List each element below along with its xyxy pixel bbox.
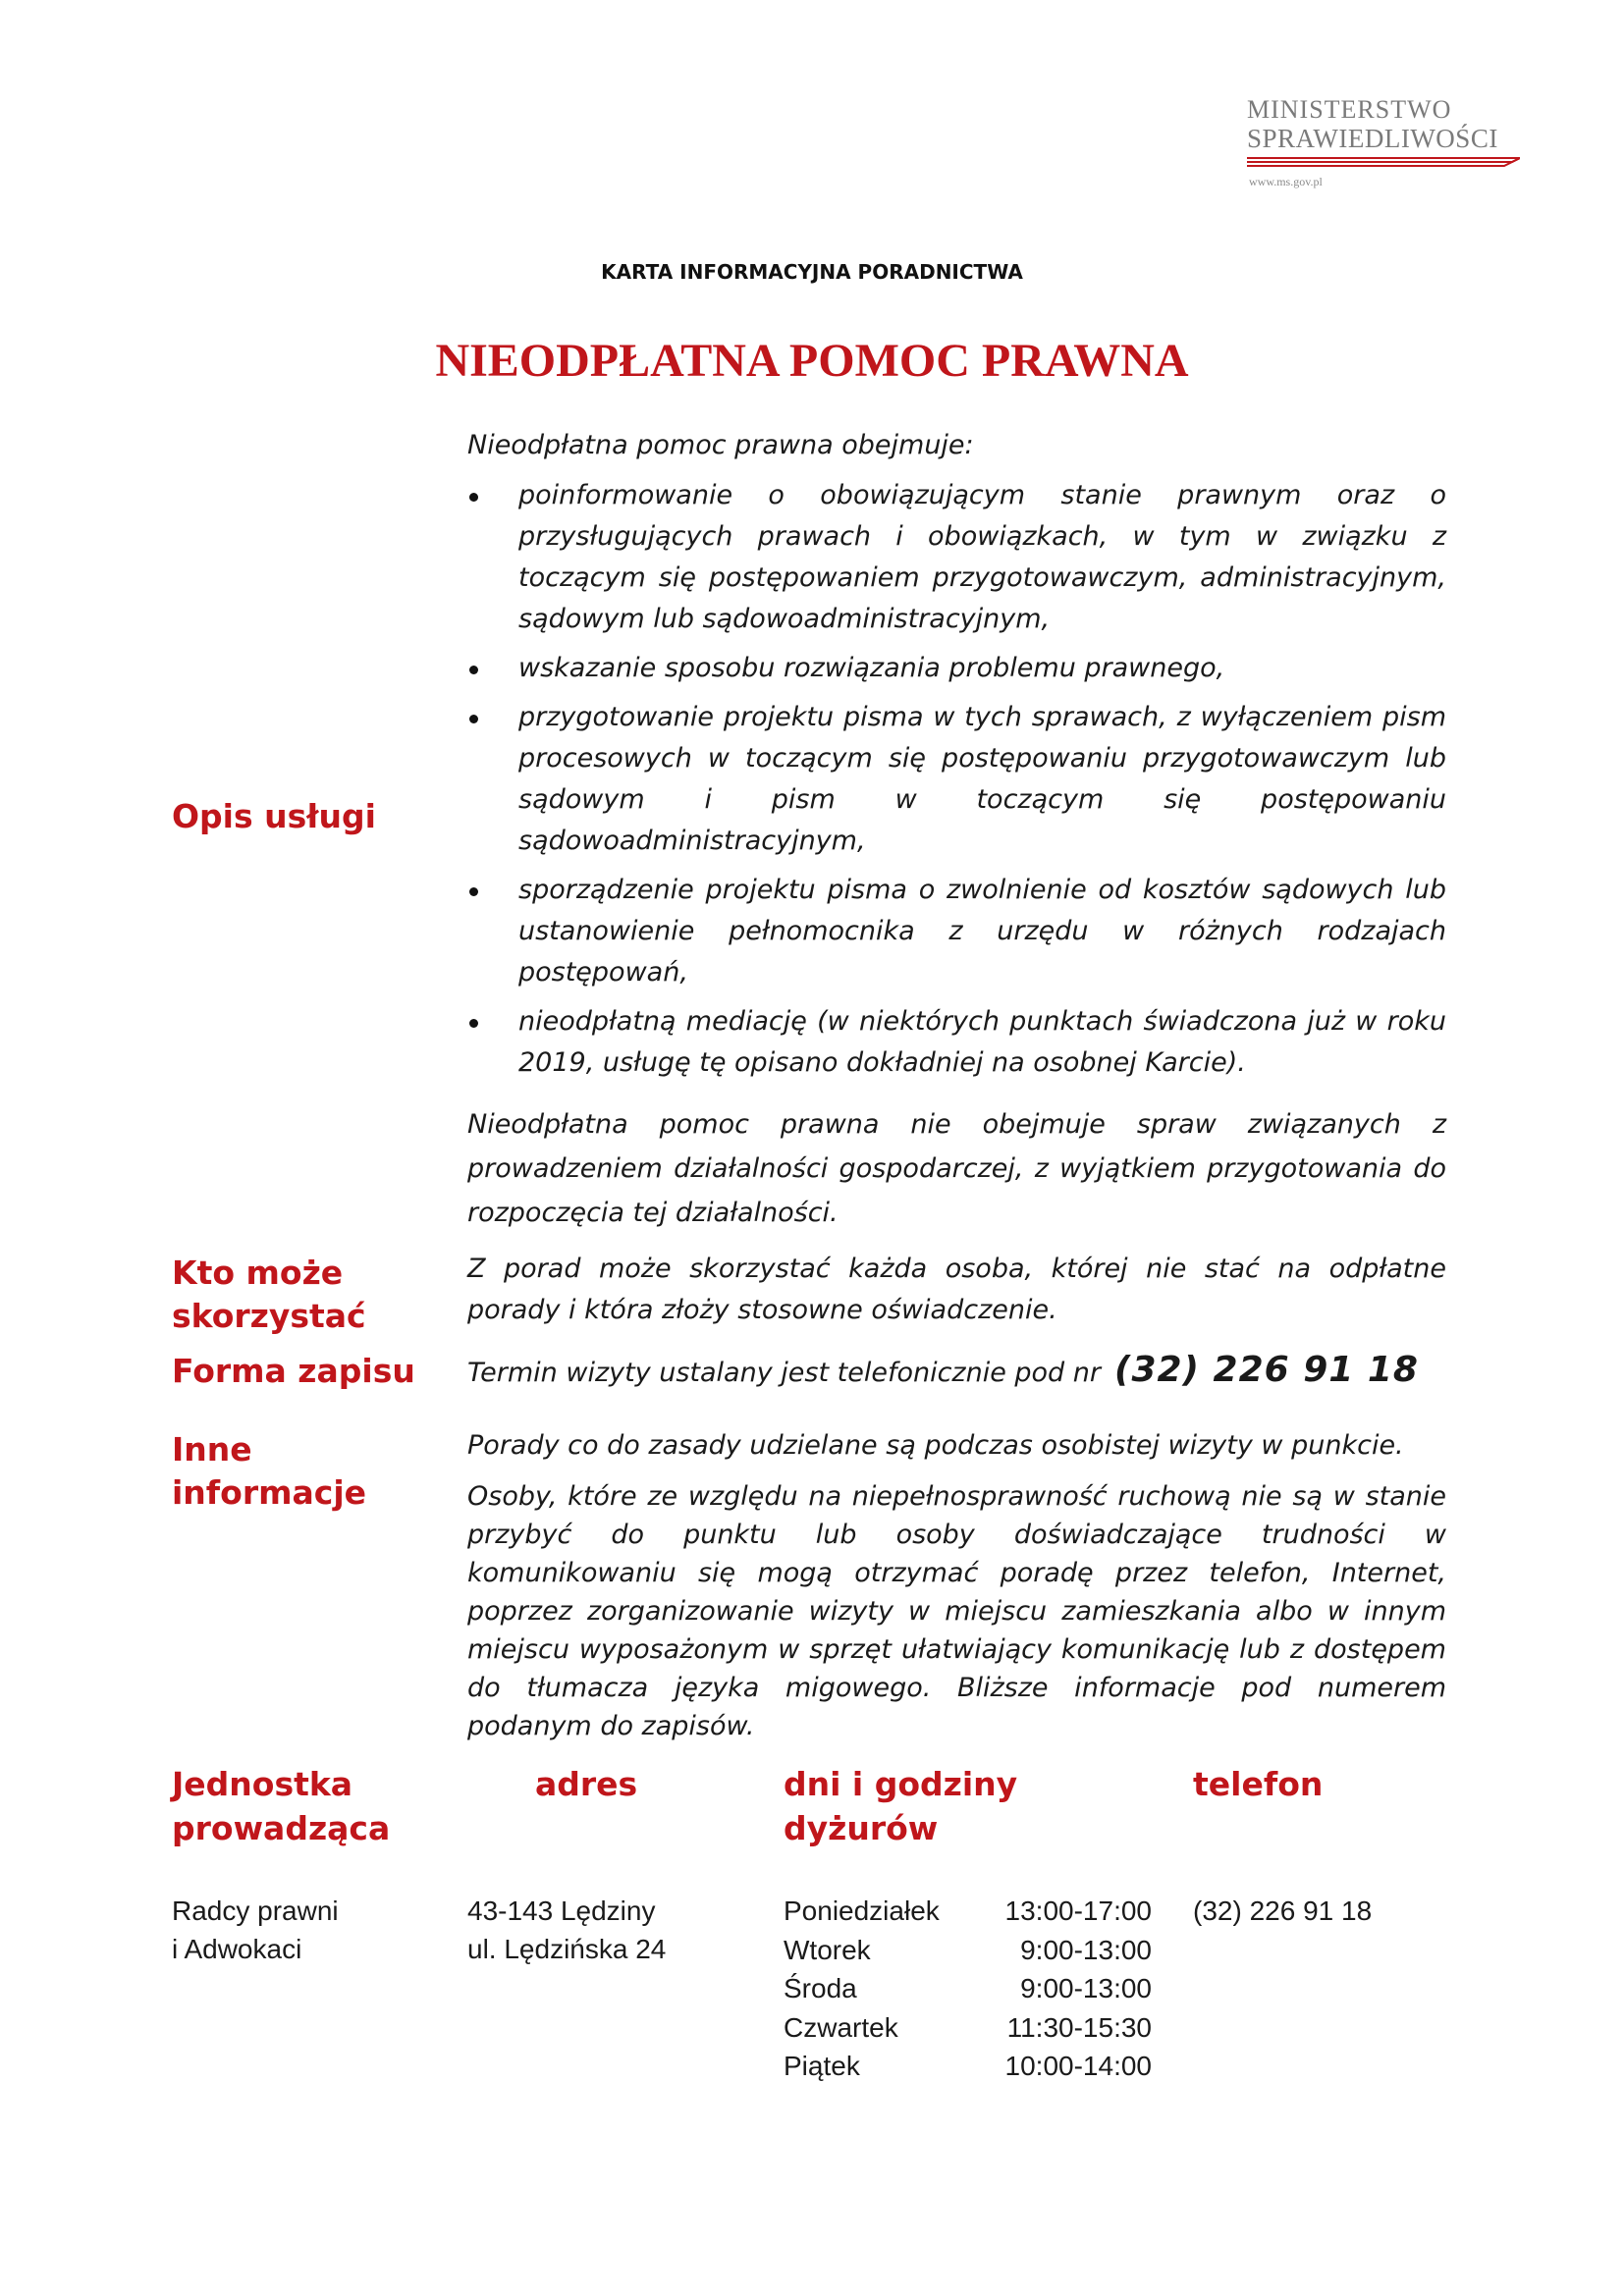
- forma-label: Forma zapisu: [172, 1352, 415, 1390]
- schedule-row: [784, 2008, 1152, 2048]
- address-line-1: 43-143 Lędziny: [467, 1896, 656, 1926]
- logo-line-2: SPRAWIEDLIWOŚCI: [1247, 124, 1498, 153]
- schedule-row: [784, 1892, 1152, 1931]
- ministry-logo: [1247, 95, 1522, 188]
- inne-label: [172, 1428, 457, 1515]
- header-unit-line-2: prowadząca: [172, 1809, 391, 1847]
- header-unit-line-1: Jednostka: [172, 1765, 353, 1803]
- unit-line-1: Radcy prawni: [172, 1896, 339, 1926]
- opis-intro: Nieodpłatna pomoc prawna obejmuje:: [467, 430, 974, 460]
- inne-label-line-2: informacje: [172, 1473, 367, 1512]
- schedule-row: [784, 1969, 1152, 2008]
- schedule-hours: 13:00-17:00: [1004, 1896, 1152, 1926]
- schedule-day: Czwartek: [784, 2011, 898, 2043]
- kto-text: Z porad może skorzystać każda osoba, której nie stać na odpłatne porady i która złoży stosowne oświadczenie.: [467, 1254, 1446, 1325]
- address-cell: [467, 1892, 666, 1968]
- document-subtitle: KARTA INFORMACYJNA PORADNICTWA: [601, 260, 1023, 284]
- inne-label-line-1: Inne: [172, 1430, 252, 1468]
- header-hours: [784, 1762, 1017, 1850]
- header-unit: [172, 1762, 390, 1850]
- schedule-row: [784, 2047, 1152, 2086]
- unit-line-2: i Adwokaci: [172, 1934, 302, 1964]
- flag-ribbon-icon: [1247, 157, 1520, 169]
- schedule-day: Wtorek: [784, 1934, 871, 1965]
- header-hours-line-1: dni i godziny: [784, 1765, 1018, 1803]
- logo-line-1: MINISTERSTWO: [1247, 95, 1452, 124]
- forma-description: Termin wizyty ustalany jest telefonicznie pod nr: [467, 1358, 1101, 1388]
- address-line-2: ul. Lędzińska 24: [467, 1934, 667, 1964]
- schedule-row: [784, 1931, 1152, 1970]
- kto-label-line-2: skorzystać: [172, 1297, 366, 1335]
- schedule-day: Poniedziałek: [784, 1896, 940, 1926]
- list-item: nieodpłatną mediację (w niektórych punktach świadczona już w roku 2019, usługę tę opisano dokładniej na osobnej Karcie).: [467, 1001, 1446, 1084]
- kto-label-line-1: Kto może: [172, 1254, 344, 1292]
- forma-text: [467, 1350, 1446, 1394]
- bullet-icon: [469, 493, 478, 502]
- opis-label: Opis usługi: [172, 797, 376, 835]
- logo-url: www.ms.gov.pl: [1249, 175, 1323, 188]
- inne-paragraph-1: Porady co do zasady udzielane są podczas osobistej wizyty w punkcie.: [467, 1430, 1404, 1461]
- list-item: wskazanie sposobu rozwiązania problemu prawnego,: [467, 648, 1446, 689]
- schedule-hours: 10:00-14:00: [1004, 2051, 1152, 2081]
- bullet-icon: [469, 666, 478, 674]
- bullet-icon: [469, 715, 478, 723]
- header-address: adres: [535, 1765, 638, 1803]
- kto-label: [172, 1252, 457, 1338]
- opis-bullet-list: [467, 475, 1446, 1092]
- schedule-hours: 11:30-15:30: [1006, 2011, 1152, 2043]
- schedule-hours: 9:00-13:00: [1020, 1973, 1152, 2003]
- schedule-list: [784, 1892, 1152, 2086]
- schedule-day: Piątek: [784, 2051, 860, 2081]
- page-title: NIEODPŁATNA POMOC PRAWNA: [435, 335, 1189, 387]
- phone-cell: (32) 226 91 18: [1193, 1896, 1373, 1926]
- forma-phone-number: (32) 226 91 18: [1114, 1350, 1419, 1390]
- opis-exclusion: Nieodpłatna pomoc prawna nie obejmuje spraw związanych z prowadzeniem działalności gospodarczej, z wyjątkiem przygotowania do rozpoczęcia tej działalności.: [467, 1109, 1446, 1228]
- bullet-icon: [469, 1019, 478, 1028]
- header-phone: telefon: [1193, 1765, 1324, 1803]
- list-item: sporządzenie projektu pisma o zwolnienie od kosztów sądowych lub ustanowienie pełnomocnika z urzędu w różnych rodzajach postępowań,: [467, 870, 1446, 993]
- list-item: przygotowanie projektu pisma w tych sprawach, z wyłączeniem pism procesowych w toczącym się postępowaniu przygotowawczym lub sądowym i pism w toczącym się postępowaniu sądowoadministracyjnym,: [467, 697, 1446, 862]
- header-hours-line-2: dyżurów: [784, 1809, 939, 1847]
- inne-paragraph-2: Osoby, które ze względu na niepełnosprawność ruchową nie są w stanie przybyć do punktu lub osoby doświadczające trudności w komunikowaniu się mogą otrzymać poradę przez telefon, Internet, poprzez zorganizowanie wizyty w miejscu zamieszkania albo w innym miejscu wyposażonym w sprzęt ułatwiający komunikację lub z dostępem do tłumacza języka migowego. Bliższe informacje pod numerem podanym do zapisów.: [467, 1481, 1446, 1741]
- bullet-icon: [469, 887, 478, 896]
- schedule-hours: 9:00-13:00: [1020, 1934, 1152, 1965]
- list-item: poinformowanie o obowiązującym stanie prawnym oraz o przysługujących prawach i obowiązkach, w tym w związku z toczącym się postępowaniem przygotowawczym, administracyjnym, sądowym lub sądowoadministracyjnym,: [467, 475, 1446, 640]
- schedule-day: Środa: [784, 1973, 857, 2003]
- unit-cell: [172, 1892, 339, 1968]
